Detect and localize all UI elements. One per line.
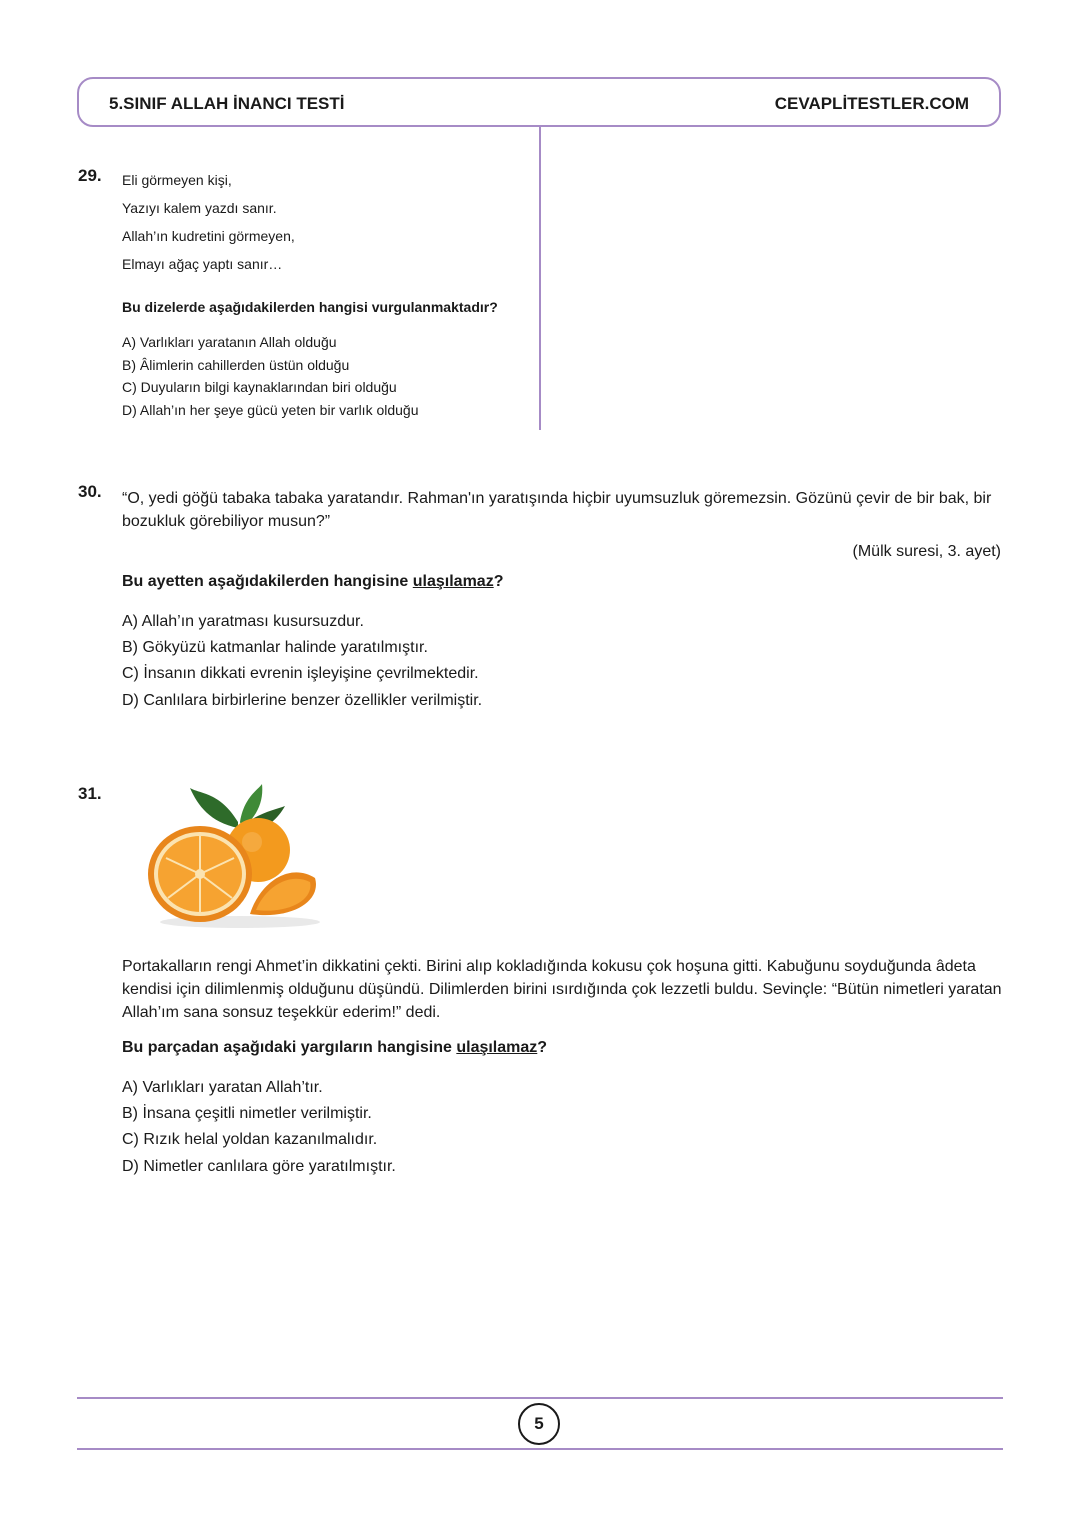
footer-line-bottom (77, 1448, 1003, 1450)
footer-line-top (77, 1397, 1003, 1399)
q31-option-a[interactable]: A) Varlıkları yaratan Allah’tır. (122, 1079, 323, 1096)
question-31-number: 31. (78, 784, 102, 803)
question-29-number: 29. (78, 166, 102, 185)
orange-illustration (140, 782, 330, 932)
orange-image (140, 782, 330, 932)
stem-text: Bu ayetten aşağıdakilerden hangisine (122, 573, 413, 590)
question-29-stem: Bu dizelerde aşağıdakilerden hangisi vurgulanmaktadır? (122, 299, 498, 315)
poem-line: Allah’ın kudretini görmeyen, (122, 228, 295, 244)
q30-option-b[interactable]: B) Gökyüzü katmanlar halinde yaratılmıştır. (122, 639, 428, 656)
question-30-text: “O, yedi göğü tabaka tabaka yaratandır. Rahman'ın yaratışında hiçbir uyumsuzluk göremezsin. Gözünü çevir de bir bak, bir bozukluk görebiliyor musun?” (122, 490, 992, 530)
q29-option-d[interactable]: D) Allah’ın her şeye gücü yeten bir varlık olduğu (122, 402, 419, 418)
poem-line: Yazıyı kalem yazdı sanır. (122, 200, 277, 216)
q30-option-a[interactable]: A) Allah’ın yaratması kusursuzdur. (122, 613, 364, 630)
question-30-stem (122, 573, 503, 591)
q31-option-c[interactable]: C) Rızık helal yoldan kazanılmalıdır. (122, 1131, 378, 1148)
column-divider (539, 127, 541, 430)
site-name: CEVAPLİTESTLER.COM (774, 94, 969, 113)
poem-line: Eli görmeyen kişi, (122, 172, 232, 188)
question-31-stem (122, 1039, 547, 1057)
q31-option-b[interactable]: B) İnsana çeşitli nimetler verilmiştir. (122, 1105, 372, 1122)
q29-option-b[interactable]: B) Âlimlerin cahillerden üstün olduğu (122, 357, 350, 373)
stem-end: ? (537, 1039, 548, 1056)
question-31-text: Portakalların rengi Ahmet’in dikkatini çekti. Birini alıp kokladığında kokusu çok hoşuna gitti. Kabuğunu soyduğunda âdeta kendisi için dilimlenmiş olduğunu düşündü. Dilimlerden birini ısırdığında çok lezzetli buldu. Sevinçle: “Bütün nimetleri yaratan Allah’ım sana sonsuz teşekkür ederim!” dedi. (122, 958, 1002, 1021)
stem-end: ? (493, 573, 504, 590)
q29-option-a[interactable]: A) Varlıkları yaratanın Allah olduğu (122, 334, 337, 350)
q29-option-c[interactable]: C) Duyuların bilgi kaynaklarından biri olduğu (122, 379, 397, 395)
question-30-source: (Mülk suresi, 3. ayet) (852, 543, 1001, 560)
stem-underlined: ulaşılamaz (456, 1039, 538, 1056)
test-title: 5.SINIF ALLAH İNANCI TESTİ (109, 94, 345, 113)
q30-option-d[interactable]: D) Canlılara birbirlerine benzer özellikler verilmiştir. (122, 692, 483, 709)
page-number: 5 (518, 1403, 560, 1445)
q30-option-c[interactable]: C) İnsanın dikkati evrenin işleyişine çevrilmektedir. (122, 665, 479, 682)
stem-underlined: ulaşılamaz (412, 573, 494, 590)
poem-line: Elmayı ağaç yaptı sanır… (122, 256, 283, 272)
q31-option-d[interactable]: D) Nimetler canlılara göre yaratılmıştır. (122, 1158, 396, 1175)
header-box (77, 77, 1001, 127)
stem-text: Bu parçadan aşağıdaki yargıların hangisine (122, 1039, 457, 1056)
question-30-number: 30. (78, 482, 102, 501)
